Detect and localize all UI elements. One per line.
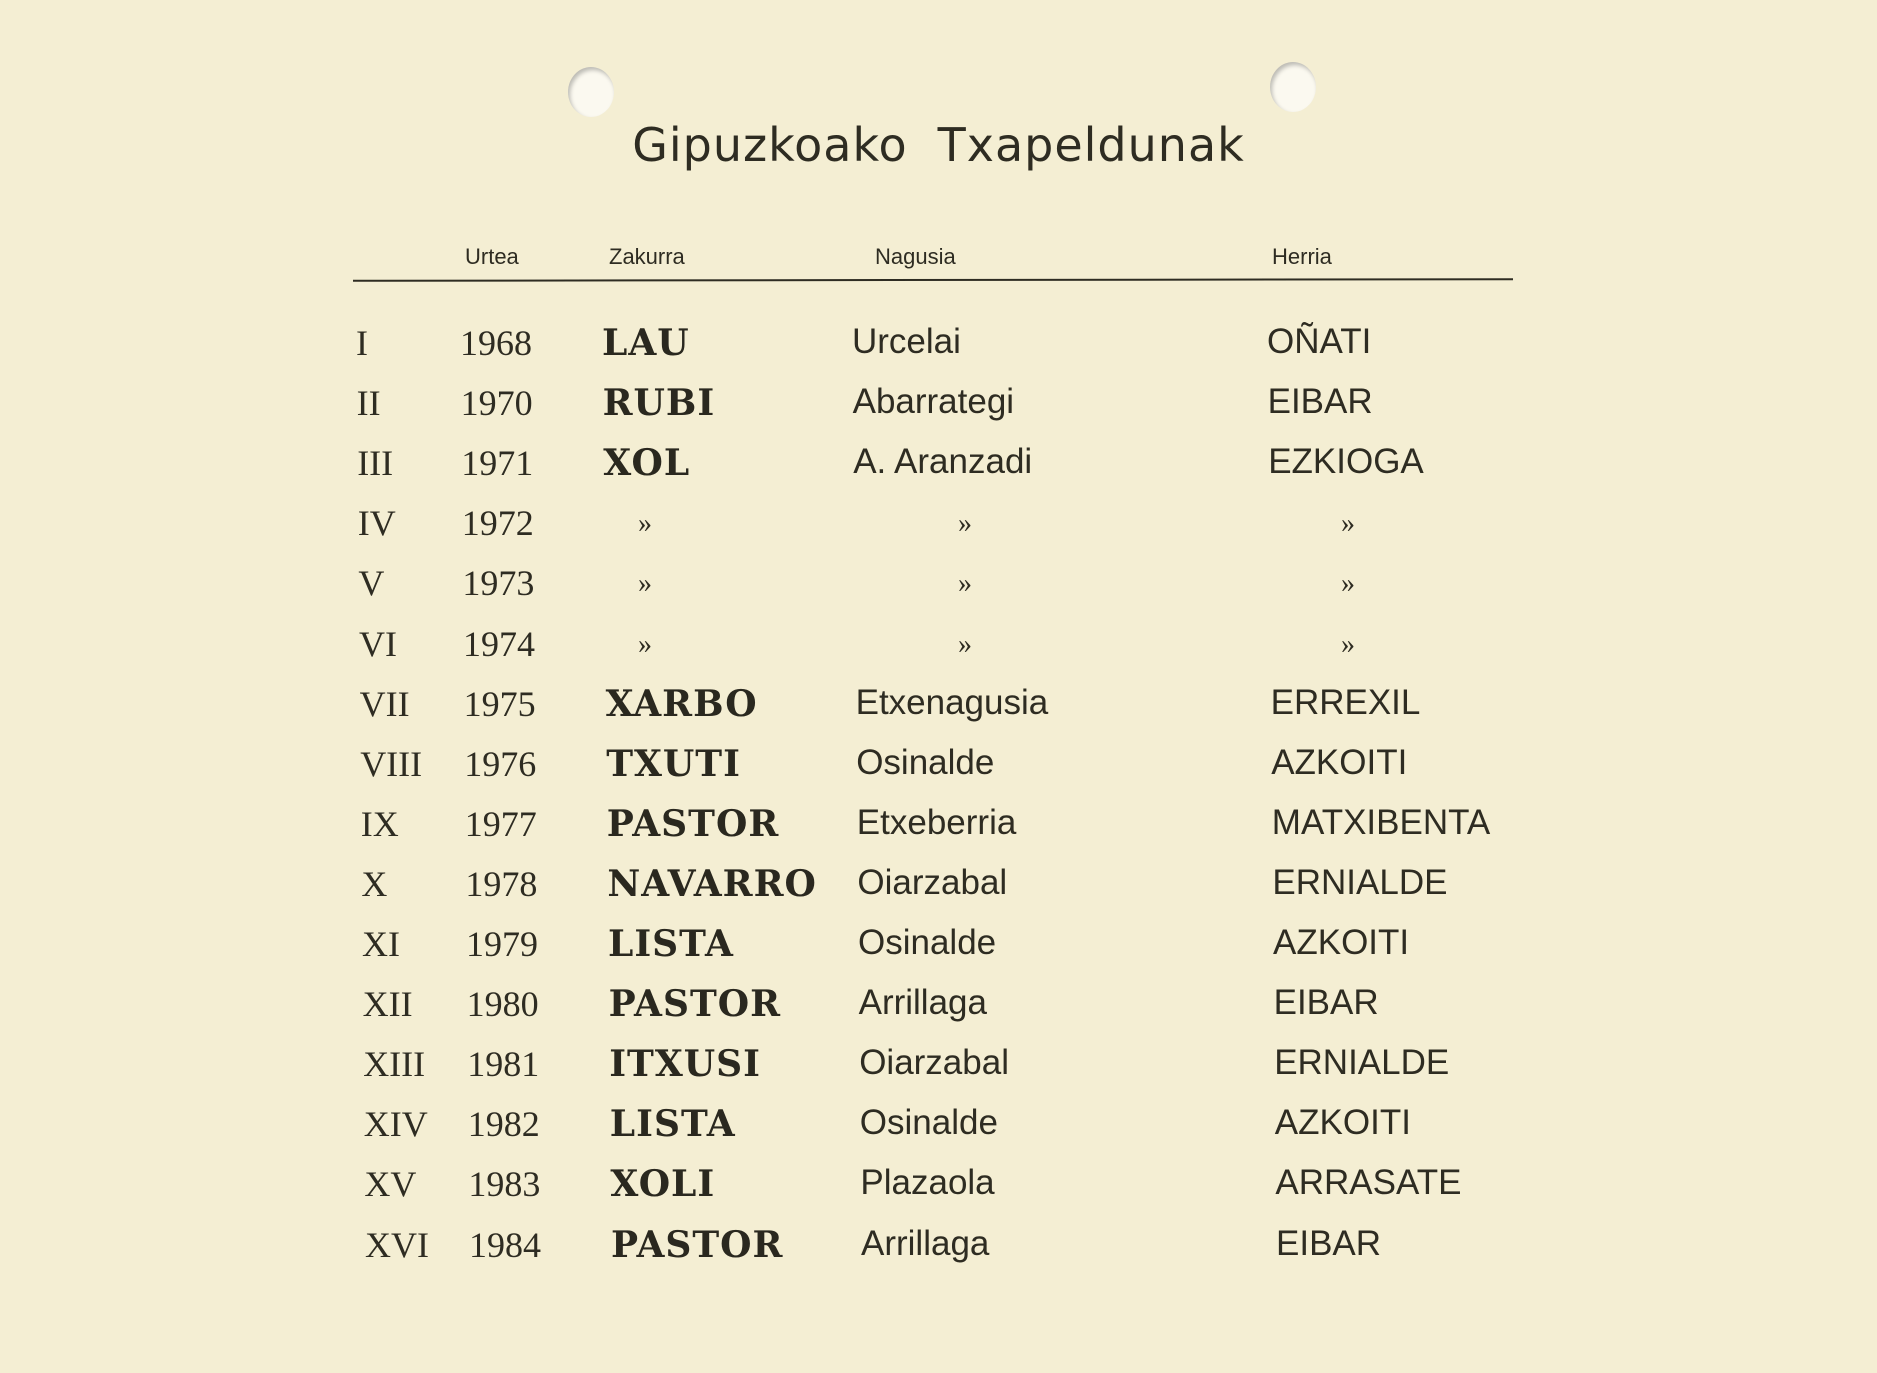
cell-dog: TXUTI [606, 742, 741, 785]
cell-owner: » [958, 508, 972, 540]
table-row [0, 743, 1877, 803]
cell-owner: Plazaola [860, 1163, 995, 1203]
cell-owner: » [958, 628, 972, 660]
cell-town: EIBAR [1273, 983, 1379, 1023]
page-title [0, 118, 1877, 172]
cell-dog: » [638, 508, 652, 540]
cell-roman: IV [357, 503, 396, 544]
cell-dog: PASTOR [606, 802, 780, 845]
cell-owner: Urcelai [852, 322, 961, 361]
cell-year: 1977 [464, 803, 537, 844]
table-row [0, 863, 1877, 923]
cell-year: 1970 [460, 383, 533, 424]
cell-roman: II [356, 383, 381, 424]
cell-town: » [1341, 568, 1355, 600]
cell-year: 1976 [464, 743, 537, 784]
title-word-1: Gipuzkoako [632, 118, 908, 172]
cell-roman: I [356, 323, 368, 363]
cell-roman: IX [360, 803, 399, 844]
table-row [0, 502, 1877, 562]
cell-year: 1984 [469, 1224, 541, 1265]
cell-year: 1980 [466, 984, 539, 1025]
cell-roman: XVI [365, 1224, 429, 1265]
cell-roman: XIII [363, 1044, 426, 1085]
header-dog: Zakurra [609, 244, 685, 269]
cell-owner: Abarrategi [852, 382, 1015, 422]
cell-dog: XOL [603, 442, 691, 485]
table-row [0, 1224, 1877, 1284]
cell-roman: VIII [360, 743, 423, 784]
cell-year: 1978 [465, 863, 538, 904]
cell-town: ERREXIL [1270, 682, 1421, 722]
cell-roman: V [358, 563, 385, 604]
cell-roman: XII [362, 984, 413, 1025]
table-row [0, 983, 1877, 1043]
cell-town: MATXIBENTA [1271, 802, 1491, 842]
cell-roman: III [357, 443, 394, 484]
header-year: Urtea [465, 244, 519, 269]
cell-year: 1975 [463, 683, 536, 724]
punch-hole-left [568, 67, 614, 117]
cell-dog: » [638, 568, 652, 600]
table-row [0, 923, 1877, 983]
cell-owner: » [958, 568, 972, 600]
cell-dog: PASTOR [611, 1223, 784, 1266]
header-town: Herria [1272, 244, 1332, 269]
cell-owner: A. Aranzadi [853, 442, 1033, 482]
cell-owner: Etxenagusia [855, 682, 1049, 722]
cell-town: EIBAR [1276, 1223, 1382, 1263]
cell-dog: RUBI [602, 382, 716, 425]
cell-year: 1974 [463, 623, 535, 664]
header-owner: Nagusia [875, 244, 956, 269]
cell-year: 1979 [466, 924, 538, 964]
cell-owner: Osinalde [858, 923, 997, 962]
cell-town: AZKOITI [1273, 923, 1410, 962]
table-row [0, 803, 1877, 863]
punch-hole-right [1270, 62, 1316, 112]
cell-dog: LISTA [609, 1103, 736, 1146]
table-row [0, 442, 1877, 502]
table-row [0, 1103, 1877, 1163]
cell-roman: X [361, 863, 388, 904]
cell-dog: LISTA [608, 923, 734, 965]
cell-dog: ITXUSI [609, 1043, 761, 1086]
table-row [0, 683, 1877, 743]
table-row [0, 1043, 1877, 1103]
cell-year: 1981 [467, 1044, 540, 1085]
cell-town: AZKOITI [1271, 742, 1408, 782]
cell-year: 1973 [462, 563, 535, 604]
cell-town: EZKIOGA [1268, 442, 1424, 482]
cell-roman: VI [359, 623, 397, 664]
table-row [0, 322, 1877, 382]
cell-town: ERNIALDE [1274, 1043, 1450, 1083]
table-row [0, 1163, 1877, 1223]
cell-owner: Osinalde [856, 742, 995, 782]
table-row [0, 562, 1877, 622]
header-rule [353, 278, 1513, 282]
cell-dog: XOLI [610, 1163, 716, 1206]
cell-owner: Arrillaga [858, 983, 987, 1023]
cell-roman: VII [359, 683, 410, 724]
cell-town: » [1341, 628, 1355, 660]
cell-owner: Osinalde [859, 1103, 998, 1143]
cell-town: ERNIALDE [1272, 862, 1448, 902]
cell-roman: XIV [363, 1104, 428, 1145]
cell-town: ARRASATE [1275, 1163, 1462, 1203]
cell-dog: PASTOR [608, 983, 782, 1026]
title-word-2: Txapeldunak [937, 118, 1245, 172]
cell-owner: Oiarzabal [857, 862, 1008, 902]
cell-dog: LAU [602, 322, 690, 364]
cell-dog: » [638, 628, 652, 660]
cell-year: 1968 [460, 323, 532, 363]
cell-roman: XI [362, 924, 400, 964]
cell-town: AZKOITI [1274, 1103, 1411, 1143]
cell-year: 1972 [461, 503, 534, 544]
cell-dog: NAVARRO [607, 862, 817, 905]
cell-year: 1983 [468, 1164, 541, 1205]
cell-owner: Etxeberria [856, 802, 1017, 842]
cell-owner: Arrillaga [861, 1223, 990, 1263]
table-row [0, 382, 1877, 442]
cell-year: 1971 [461, 443, 534, 484]
cell-owner: Oiarzabal [859, 1043, 1009, 1083]
cell-town: » [1341, 508, 1355, 540]
cell-year: 1982 [467, 1104, 540, 1145]
cell-roman: XV [364, 1164, 417, 1205]
cell-town: OÑATI [1267, 322, 1372, 361]
cell-dog: XARBO [605, 682, 758, 725]
table-row [0, 623, 1877, 683]
cell-town: EIBAR [1267, 382, 1373, 422]
